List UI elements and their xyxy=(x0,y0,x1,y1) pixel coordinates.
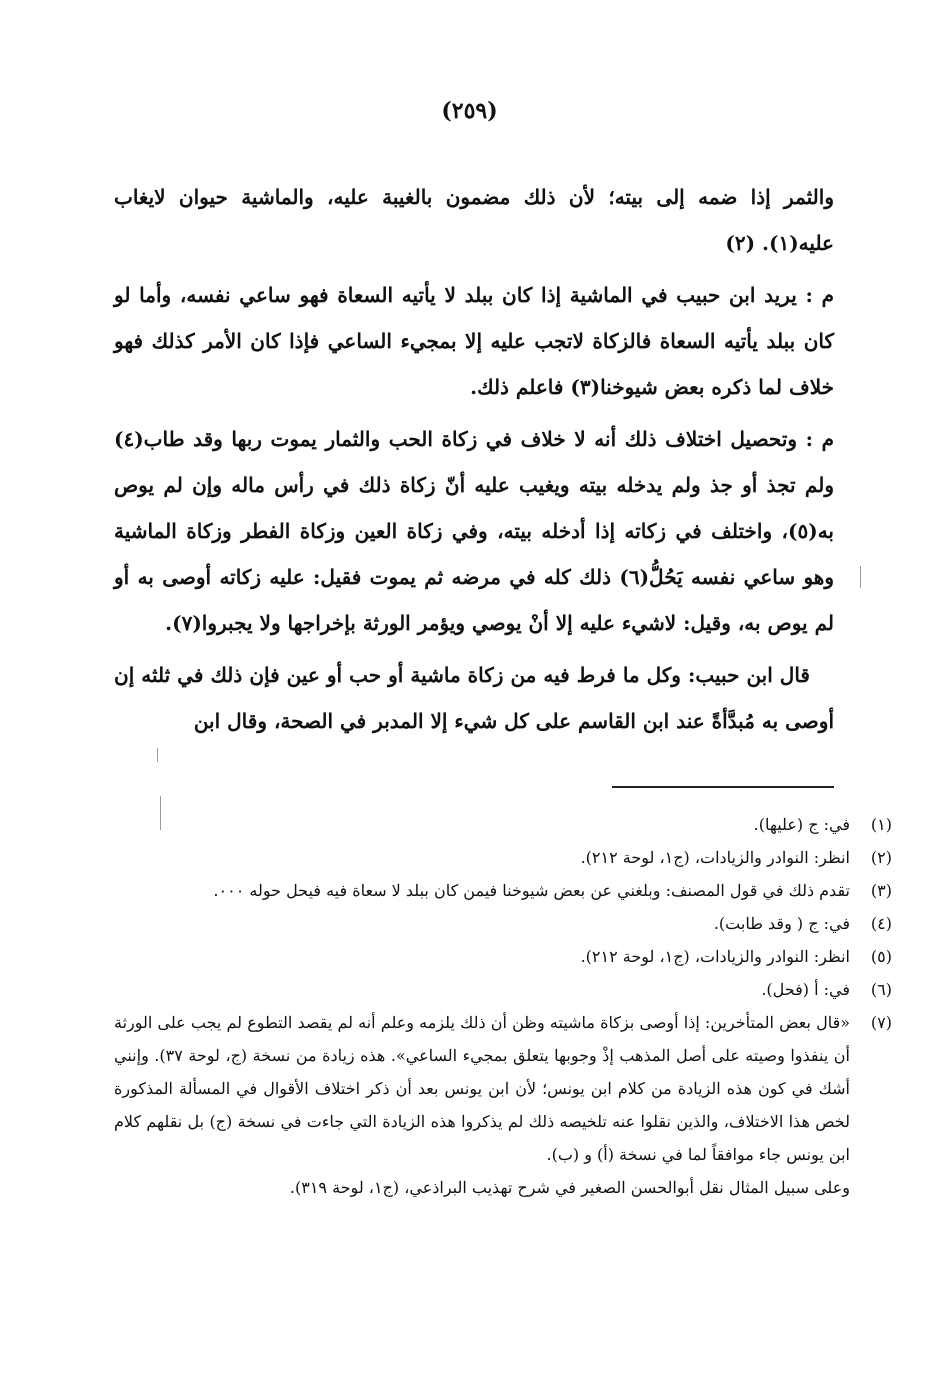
footnote-number: (١) xyxy=(870,815,892,834)
footnotes xyxy=(114,808,892,1204)
scan-mark xyxy=(157,748,158,762)
footnote-text: في: ج (عليها). xyxy=(753,815,850,834)
footnote-number: (٢) xyxy=(870,848,892,867)
footnote xyxy=(114,1006,892,1171)
paragraph: م : يريد ابن حبيب في الماشية إذا كان ببلد لا يأتيه السعاة فهو ساعي نفسه، وأما لو كان ببلد يأتيه السعاة فالزكاة لاتجب عليه إلا بمجيء الساعي فإذا كان الأمر كذلك فهو خلاف لما ذكره بعض شيوخنا(٣) فاعلم ذلك. xyxy=(114,283,834,399)
footnote xyxy=(114,940,892,973)
paragraph: والثمر إذا ضمه إلى بيته؛ لأن ذلك مضمون بالغيبة عليه، والماشية حيوان لايغاب عليه(١). (٢) xyxy=(114,185,834,255)
footnote-number: (٣) xyxy=(870,881,892,900)
footnote xyxy=(114,841,892,874)
scan-mark xyxy=(860,566,861,588)
paragraph: قال ابن حبيب: وكل ما فرط فيه من زكاة ماشية أو حب أو عين فإن ذلك في ثلثه إن أوصى به مُبدَّأةً عند ابن القاسم على كل شيء إلا المدبر في الصحة، وقال ابن xyxy=(114,663,834,733)
footnote-text: في: أ (فحل). xyxy=(761,980,850,999)
footnote-separator xyxy=(612,786,834,788)
footnote xyxy=(114,973,892,1006)
footnote-text: تقدم ذلك في قول المصنف: وبلغني عن بعض شيوخنا فيمن كان ببلد لا سعاة فيه فيحل حوله ٠٠٠. xyxy=(213,881,850,900)
footnote-text: انظر: النوادر والزيادات، (ج١، لوحة ٢١٢). xyxy=(580,848,850,867)
footnote xyxy=(114,808,892,841)
footnote-number: (٦) xyxy=(870,980,892,999)
footnote-continuation: وعلى سبيل المثال نقل أبوالحسن الصغير في شرح تهذيب البراذعي، (ج١، لوحة ٣١٩). xyxy=(289,1178,850,1197)
footnote-number: (٥) xyxy=(870,947,892,966)
scan-mark xyxy=(160,796,161,830)
page-number: (٢٥٩) xyxy=(441,98,498,124)
main-text xyxy=(114,174,834,750)
footnote xyxy=(114,874,892,907)
footnote-number: (٧) xyxy=(870,1013,892,1032)
footnote xyxy=(114,907,892,940)
footnote-text: في: ج ( وقد طابت). xyxy=(713,914,850,933)
footnote-number: (٤) xyxy=(870,914,892,933)
footnote-text: «قال بعض المتأخرين: إذا أوصى بزكاة ماشيته وظن أن ذلك يلزمه وعلم أنه لم يقصد التطوع لم يجب على الورثة أن ينفذوا وصيته على أصل المذهب إذْ وجوبها يتعلق بمجيء الساعي». هذه زيادة من نسخة (ج، لوحة ٣٧). وإنني أشك في كون هذه الزيادة من كلام ابن يونس؛ لأن ابن يونس بعد أن ذكر اختلاف الأقوال في المسألة المذكورة لخص هذا الاختلاف، والذين نقلوا عنه تلخيصه ذلك لم يذكروا هذه الزيادة التي جاءت في نسخة (ج) بل نقلهم كلام ابن يونس جاء موافقاً لما في نسخة (أ) و (ب). xyxy=(114,1013,851,1164)
paragraph: م : وتحصيل اختلاف ذلك أنه لا خلاف في زكاة الحب والثمار يموت ربها وقد طاب(٤) ولم تجذ أو جذ ولم يدخله بيته ويغيب عليه أنّ زكاة ذلك في رأس ماله وإن لم يوص به(٥)، واختلف في زكاته إذا أدخله بيته، وفي زكاة العين وزكاة الفطر وزكاة الماشية وهو ساعي نفسه يَحُلُّ(٦) ذلك كله في مرضه ثم يموت فقيل: عليه زكاته أوصى به أو لم يوص به، وقيل: لاشيء عليه إلا أنْ يوصي ويؤمر الورثة بإخراجها ولا يجبروا(٧). xyxy=(114,427,834,635)
footnote-text: انظر: النوادر والزيادات، (ج١، لوحة ٢١٢). xyxy=(580,947,850,966)
